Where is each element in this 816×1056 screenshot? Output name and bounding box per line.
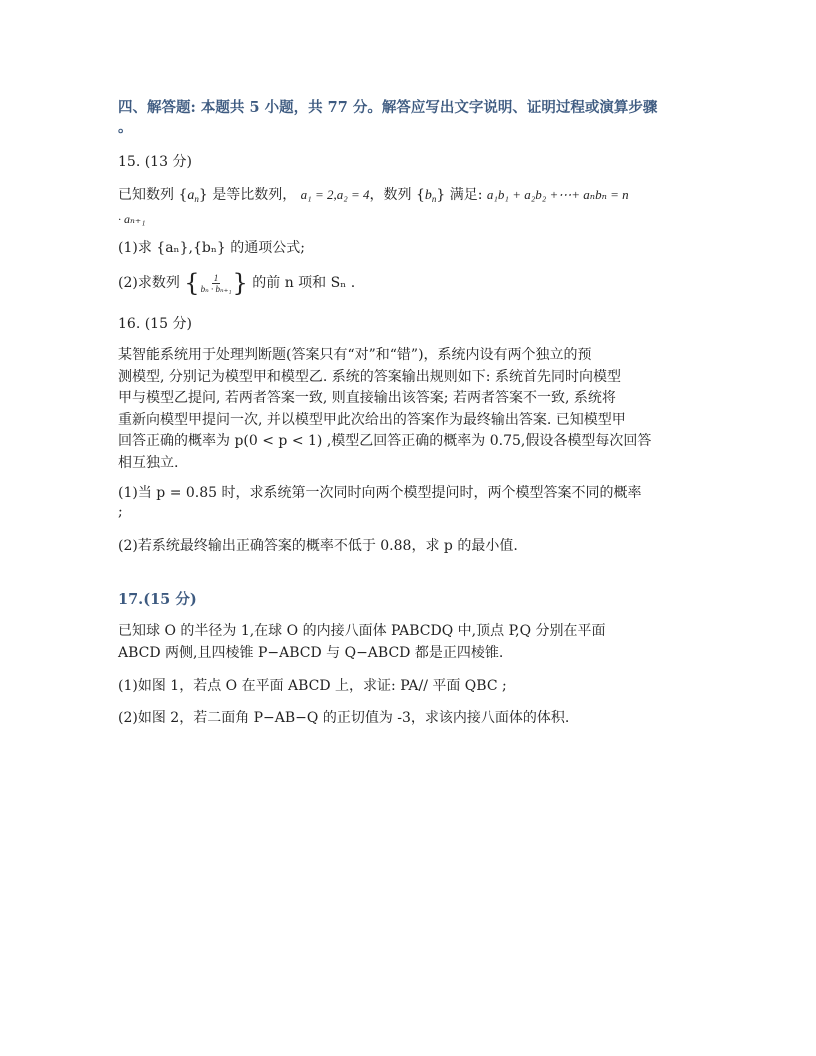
q16-para-line: 回答正确的概率为 p(0 < p < 1) ,模型乙回答正确的概率为 0.75,假设各模型每次回答 <box>118 433 652 449</box>
q15-part2-text-a: (2)求数列 <box>118 275 180 291</box>
fraction-numerator: 1 <box>213 272 219 283</box>
q16-para-line: 某智能系统用于处理判断题(答案只有“对”和“错”)，系统内设有两个独立的预 <box>118 347 592 363</box>
q15-stem <box>118 184 700 228</box>
q15-given: a₁ = 2,a₂ = 4 <box>300 187 370 202</box>
fraction-denominator: bₙ · bₙ₊₁ <box>200 283 232 294</box>
q15-stem-text-c: ，数列 { <box>369 187 425 203</box>
q17-para-line2: ABCD 两侧,且四棱锥 P−ABCD 与 Q−ABCD 都是正四棱锥. <box>118 645 504 661</box>
q15-part1: (1)求 {aₙ},{bₙ} 的通项公式; <box>118 240 305 256</box>
seq-a-symbol: $a_n$ <box>187 188 199 204</box>
q16-para-line: 测模型, 分别记为模型甲和模型乙. 系统的答案输出规则如下: 系统首先同时向模型 <box>118 368 621 385</box>
q16-part1-line2: ; <box>118 504 123 520</box>
q15-stem-text-a: 已知数列 { <box>118 187 188 203</box>
left-brace: { <box>184 269 200 297</box>
q16-para-line: 甲与模型乙提问, 若两者答案一致, 则直接输出该答案; 若两者答案不一致, 系统将 <box>118 390 616 406</box>
q15-stem-text-d: } 满足: <box>436 187 483 203</box>
q15-stem-line1 <box>118 184 700 210</box>
q15-header: 15. (13 分) <box>118 154 192 170</box>
q15-part2-text-b: 的前 n 项和 Sₙ . <box>252 275 356 291</box>
right-brace: } <box>232 269 248 297</box>
q15-fraction <box>201 273 232 294</box>
q17-paragraph <box>118 620 700 664</box>
q16-para-line: 相互独立. <box>118 454 179 471</box>
q16-part1-line1: (1)当 p = 0.85 时，求系统第一次同时向两个模型提问时，两个模型答案不同的概率 <box>118 485 642 501</box>
section-heading <box>118 97 700 137</box>
q16-part1 <box>118 482 700 520</box>
section-heading-line1: 四、解答题: 本题共 5 小题，共 77 分。解答应写出文字说明、证明过程或演算步骤 <box>118 99 658 116</box>
q15-stem-text-b: } 是等比数列， <box>198 187 297 203</box>
q17-part1: (1)如图 1，若点 O 在平面 ABCD 上，求证: PA// 平面 QBC ; <box>118 678 507 694</box>
q15-part2 <box>118 268 700 298</box>
q17-para-line1: 已知球 O 的半径为 1,在球 O 的内接八面体 PABCDQ 中,顶点 P,Q 分别在平面 <box>118 623 606 639</box>
section-heading-line2: 。 <box>118 119 133 136</box>
q17-part2: (2)如图 2，若二面角 P−AB−Q 的正切值为 -3，求该内接八面体的体积. <box>118 710 570 726</box>
q17-header: 17.(15 分) <box>118 591 197 608</box>
q16-para-line: 重新向模型甲提问一次, 并以模型甲此次给出的答案作为最终输出答案. 已知模型甲 <box>118 411 626 428</box>
q16-paragraph <box>118 345 700 474</box>
q16-part2: (2)若系统最终输出正确答案的概率不低于 0.88，求 p 的最小值. <box>118 538 518 554</box>
q15-relation: a₁b₁ + a₂b₂ +⋯+ aₙbₙ = n <box>486 187 629 202</box>
seq-b-symbol: $b_n$ <box>424 188 437 204</box>
q15-relation-continuation: · aₙ₊₁ <box>118 212 146 226</box>
q16-header: 16. (15 分) <box>118 316 192 332</box>
